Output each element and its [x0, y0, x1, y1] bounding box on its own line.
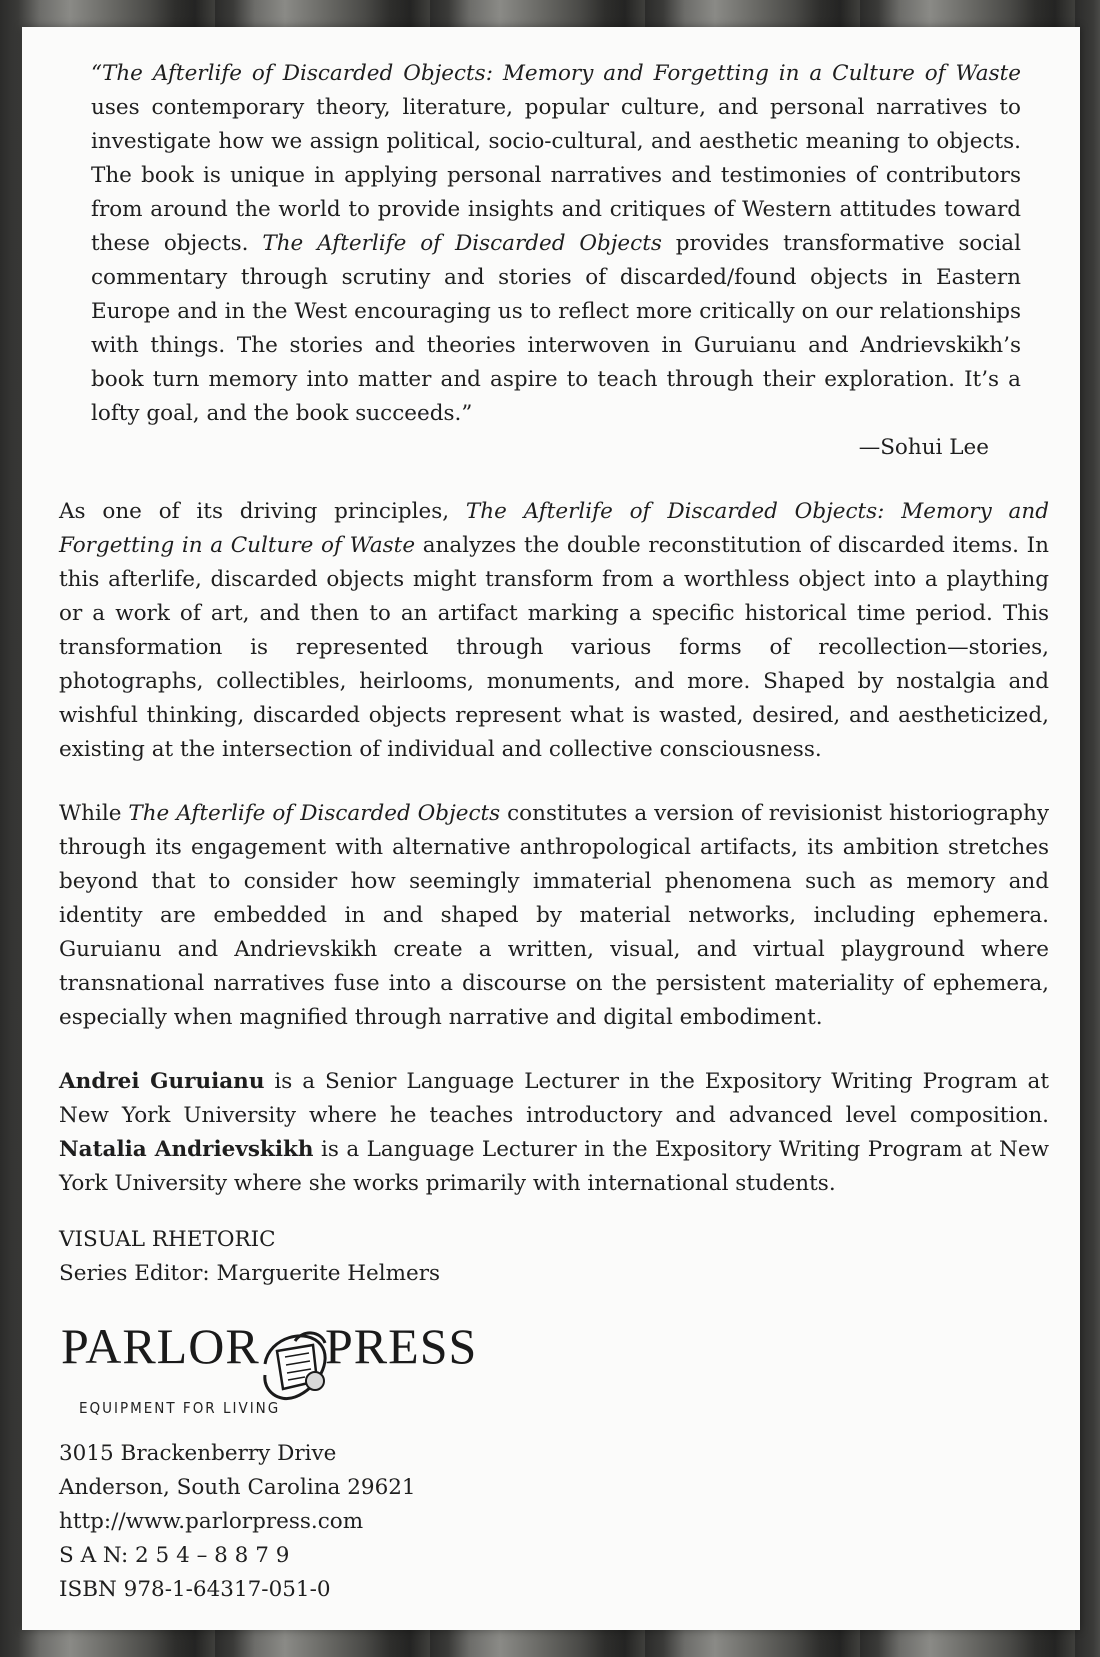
para1-text: analyzes the double reconstitution of discarded items. In this afterlife, discarded objects might transform from a worthless object into a plaything or a work of art, and then to an artifact marking a specific historical time period. This transformation is represented through various forms of recollection—stories, photographs, collectibles, heirlooms, monuments, and more. Shaped by nostalgia and wishful thinking, discarded objects represent what is wasted, desired, and aestheticized, existing at the intersection of individual and collective consciousness.	[59, 533, 1050, 762]
quote-attribution: —Sohui Lee	[858, 435, 989, 460]
logo-tagline: EQUIPMENT FOR LIVING	[79, 1399, 281, 1417]
para2-lead: While	[59, 801, 129, 826]
publisher-logo	[59, 1319, 499, 1429]
author-bio-2: is a Language Lecturer in the Expository Writing Program at New York University where she works primarily with international students.	[59, 1137, 1049, 1196]
author-bios	[59, 1065, 1049, 1201]
address-city: Anderson, South Carolina 29621	[59, 1475, 416, 1500]
publisher-san: S A N: 2 5 4 – 8 8 7 9	[59, 1543, 290, 1568]
quote-book-title-2: The Afterlife of Discarded Objects	[262, 231, 662, 256]
publisher-url[interactable]: http://www.parlorpress.com	[59, 1509, 364, 1534]
para1-lead: As one of its driving principles,	[59, 499, 466, 524]
para2-book-title: The Afterlife of Discarded Objects	[128, 801, 501, 826]
series-name: VISUAL RHETORIC	[59, 1227, 276, 1252]
publisher-address	[59, 1437, 1049, 1607]
description-paragraph-1	[59, 495, 1049, 767]
logo-word-parlor: PARLOR	[61, 1318, 260, 1374]
author-name-2: Natalia Andrievskikh	[59, 1137, 314, 1162]
book-isbn: ISBN 978-1-64317-051-0	[59, 1577, 331, 1602]
quote-book-title: “The Afterlife of Discarded Objects: Memory and Forgetting in a Culture of Waste	[91, 61, 1021, 86]
series-editor: Series Editor: Marguerite Helmers	[59, 1261, 441, 1286]
back-cover-panel	[22, 27, 1080, 1630]
description-paragraph-2	[59, 797, 1049, 1035]
endorsement-quote	[91, 57, 1021, 431]
series-info	[59, 1223, 1049, 1291]
author-bio-1: is a Senior Language Lecturer in the Expository Writing Program at New York University where he teaches introductory and advanced level composition.	[59, 1069, 1049, 1128]
logo-word-press: PRESS	[325, 1318, 478, 1374]
para1-book-title: The Afterlife of Discarded Objects: Memory and Forgetting in a Culture of Waste	[59, 499, 1049, 558]
back-cover-text	[59, 57, 1049, 1607]
para2-text: constitutes a version of revisionist historiography through its engagement with alternative anthropological artifacts, its ambition stretches beyond that to consider how seemingly immaterial phenomena such as memory and identity are embedded in and shaped by material networks, including ephemera. Guruianu and Andrievskikh create a written, visual, and virtual playground where transnational narratives fuse into a discourse on the persistent materiality of ephemera, especially when magnified through narrative and digital embodiment.	[59, 801, 1049, 1030]
address-street: 3015 Brackenberry Drive	[59, 1441, 337, 1466]
quote-text-2: provides transformative social commentary through scrutiny and stories of discarded/found objects in Eastern Europe and in the West encouraging us to reflect more critically on our relationships with things. The stories and theories interwoven in Guruianu and Andrievskikh’s book turn memory into matter and aspire to teach through their exploration. It’s a lofty goal, and the book succeeds.”	[91, 231, 1021, 426]
author-name-1: Andrei Guruianu	[59, 1069, 265, 1094]
quote-text-1: uses contemporary theory, literature, popular culture, and personal narratives to investigate how we assign political, socio-cultural, and aesthetic meaning to objects. The book is unique in applying personal narratives and testimonies of contributors from around the world to provide insights and critiques of Western attitudes toward these objects.	[91, 95, 1021, 256]
